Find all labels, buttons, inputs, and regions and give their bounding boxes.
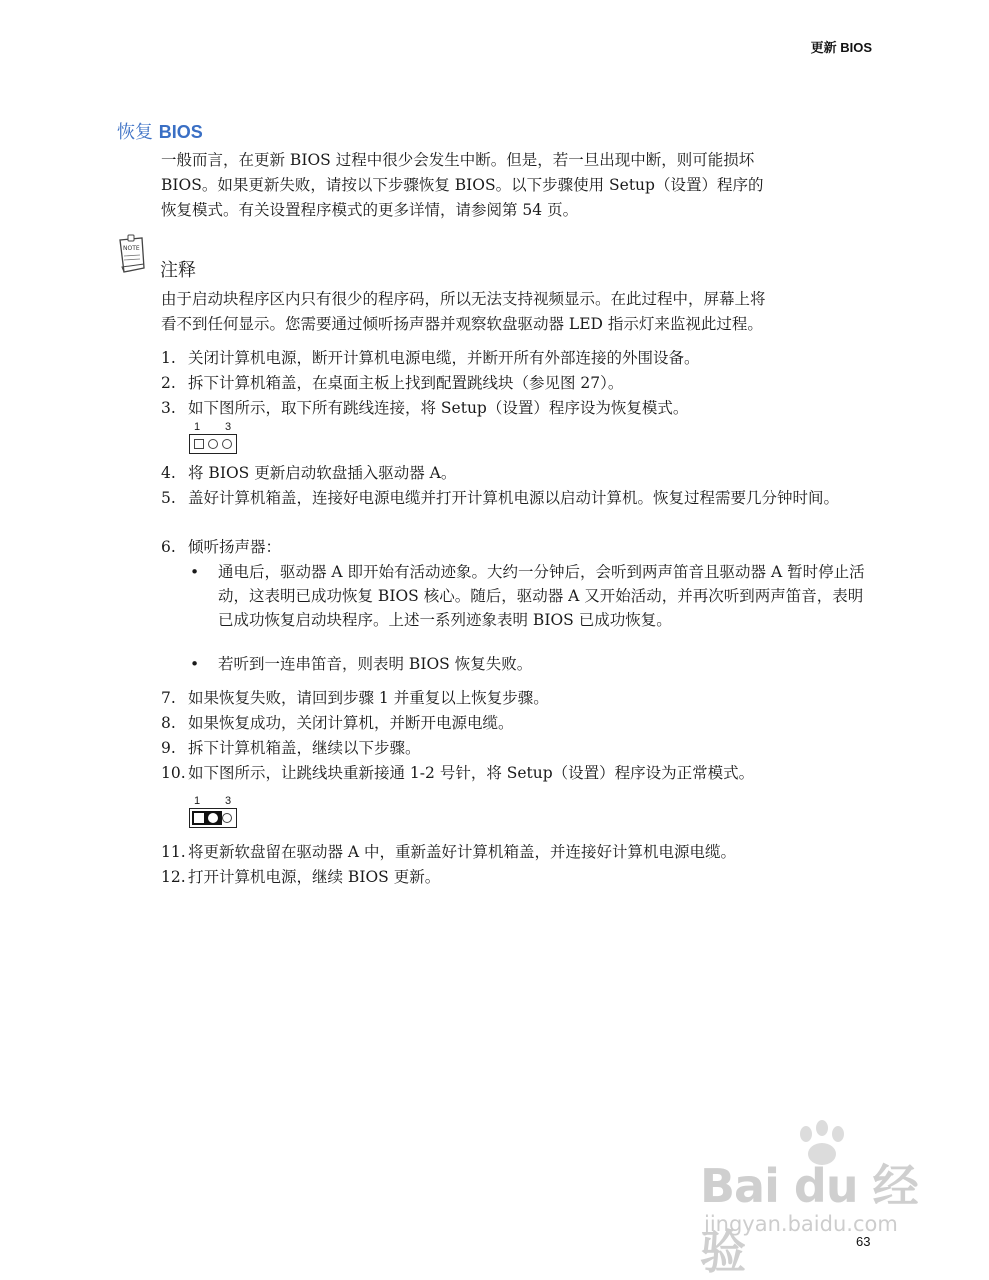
step-text: 如下图所示，让跳线块重新接通 1-2 号针，将 Setup（设置）程序设为正常模式。: [188, 764, 755, 782]
step-text: 拆下计算机箱盖，继续以下步骤。: [188, 739, 421, 757]
step-text: 如果恢复成功，关闭计算机，并断开电源电缆。: [188, 714, 514, 732]
step-number: 4.: [161, 464, 176, 482]
intro-paragraph: [161, 148, 871, 223]
pin-label: 3: [225, 421, 232, 433]
note-line: 看不到任何显示。您需要通过倾听扬声器并观察软盘驱动器 LED 指示灯来监视此过程。: [161, 315, 763, 333]
step-text: 拆下计算机箱盖，在桌面主板上找到配置跳线块（参见图 27）。: [188, 374, 624, 392]
svg-text:NOTE: NOTE: [123, 245, 140, 252]
page-number: 63: [856, 1234, 871, 1249]
jumper-recovery-diagram: [189, 421, 241, 454]
bullet-mark: •: [190, 655, 200, 673]
jumper-normal-diagram: [189, 795, 241, 828]
step-number: 12.: [161, 868, 186, 886]
step-text: 如果恢复失败，请回到步骤 1 并重复以上恢复步骤。: [188, 689, 549, 707]
step-number: 5.: [161, 489, 176, 507]
step-text: 打开计算机电源，继续 BIOS 更新。: [188, 868, 441, 886]
step-number: 6.: [161, 538, 176, 556]
step-text: 如下图所示，取下所有跳线连接，将 Setup（设置）程序设为恢复模式。: [188, 399, 689, 417]
step-text: 关闭计算机电源，断开计算机电源电缆，并断开所有外部连接的外围设备。: [188, 349, 700, 367]
note-paragraph: [161, 287, 871, 337]
bullet-mark: •: [190, 563, 200, 581]
step-number: 3.: [161, 399, 176, 417]
step-3: [161, 396, 873, 420]
step-number: 11.: [161, 843, 186, 861]
step-1: [161, 346, 873, 370]
jumper-pin: [222, 439, 232, 449]
baidu-watermark: [700, 1120, 940, 1279]
watermark-brand: Bai du 经验: [700, 1159, 918, 1279]
step-number: 10.: [161, 764, 186, 782]
intro-line: 一般而言，在更新 BIOS 过程中很少会发生中断。但是，若一旦出现中断，则可能损坏: [161, 151, 755, 169]
jumper-pin: [194, 439, 204, 449]
step-11: [161, 840, 873, 864]
pin-label: 3: [225, 795, 232, 807]
step-7: [161, 686, 873, 710]
step-text: 将更新软盘留在驱动器 A 中，重新盖好计算机箱盖，并连接好计算机电源电缆。: [188, 843, 737, 861]
watermark-url: jingyan.baidu.com: [704, 1212, 898, 1236]
step-8: [161, 711, 873, 735]
step-text: 将 BIOS 更新启动软盘插入驱动器 A。: [188, 464, 457, 482]
step-number: 9.: [161, 739, 176, 757]
bullet-text: 通电后，驱动器 A 即开始有活动迹象。大约一分钟后，会听到两声笛音且驱动器 A 暂时停止活动，这表明已成功恢复 BIOS 核心。随后，驱动器 A 又开始活动，并再次听到两声笛音，表明已成功恢复启动块程序。上述一系列迹象表明 BIOS 已成功恢复。: [218, 563, 865, 629]
step-12: [161, 865, 873, 889]
pin-label: 1: [194, 795, 201, 807]
intro-line: 恢复模式。有关设置程序模式的更多详情，请参阅第 54 页。: [161, 201, 579, 219]
step-text: 盖好计算机箱盖，连接好电源电缆并打开计算机电源以启动计算机。恢复过程需要几分钟时间。: [188, 489, 840, 507]
step-2: [161, 371, 873, 395]
jumper-block: [189, 808, 237, 828]
step-number: 2.: [161, 374, 176, 392]
section-title-en: BIOS: [158, 122, 203, 142]
step-10: [161, 761, 873, 785]
note-line: 由于启动块程序区内只有很少的程序码，所以无法支持视频显示。在此过程中，屏幕上将: [161, 290, 766, 308]
section-title-cn: 恢复: [117, 122, 153, 143]
note-label: 注释: [160, 260, 196, 281]
step-5: [161, 486, 873, 510]
step-9: [161, 736, 873, 760]
step-number: 8.: [161, 714, 176, 732]
jumper-pin: [208, 813, 218, 823]
jumper-block: [189, 434, 237, 454]
step-text: 倾听扬声器：: [188, 538, 282, 556]
bullet-item: [190, 560, 870, 632]
step-number: 7.: [161, 689, 176, 707]
step-4: [161, 461, 873, 485]
jumper-pin: [222, 813, 232, 823]
pin-label: 1: [194, 421, 201, 433]
step-6: [161, 535, 873, 559]
jumper-pin: [194, 813, 204, 823]
step-number: 1.: [161, 349, 176, 367]
bullet-text: 若听到一连串笛音，则表明 BIOS 恢复失败。: [218, 655, 533, 673]
section-title: [117, 118, 203, 144]
jumper-pin: [208, 439, 218, 449]
bullet-item: [190, 652, 870, 676]
note-icon: [116, 234, 148, 274]
intro-line: BIOS。如果更新失败，请按以下步骤恢复 BIOS。以下步骤使用 Setup（设置）程序的: [161, 176, 764, 194]
running-header: 更新 BIOS: [810, 40, 872, 55]
